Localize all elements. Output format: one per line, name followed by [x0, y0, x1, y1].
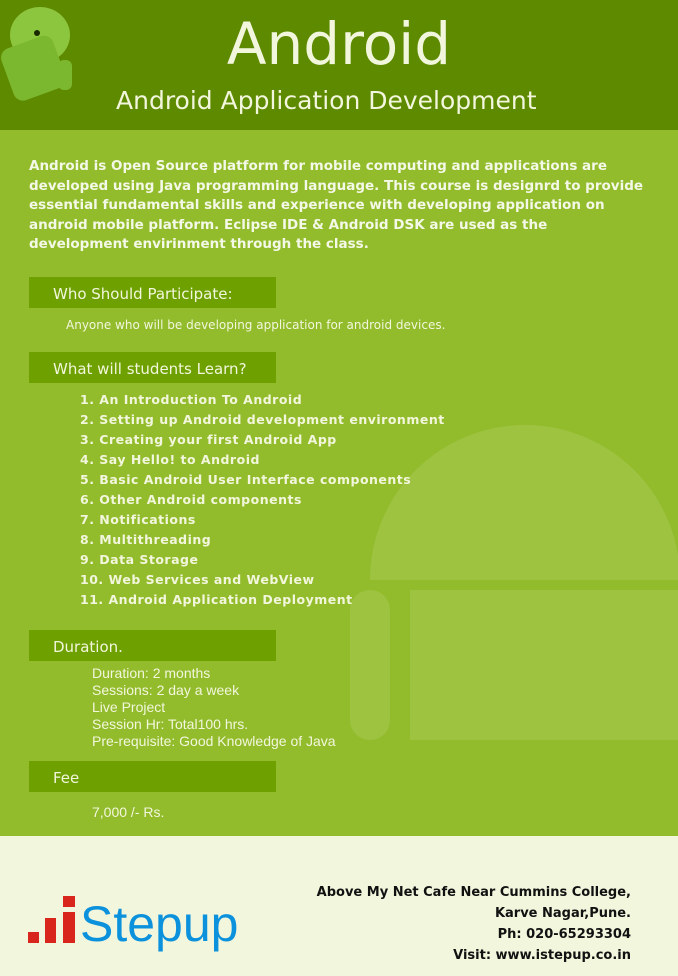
list-item: 6. Other Android components	[80, 492, 302, 507]
learn-list	[80, 392, 445, 612]
list-item: 4. Say Hello! to Android	[80, 452, 260, 467]
duration-line: Pre-requisite: Good Knowledge of Java	[92, 733, 336, 749]
participate-text: Anyone who will be developing application for android devices.	[66, 318, 446, 332]
contact-address	[317, 882, 631, 966]
header	[0, 0, 678, 130]
duration-heading: Duration.	[29, 630, 276, 661]
list-item: 2. Setting up Android development environment	[80, 412, 445, 427]
address-line: Above My Net Cafe Near Cummins College,	[316, 885, 631, 900]
list-item: 9. Data Storage	[80, 552, 199, 567]
list-item: 11. Android Application Deployment	[80, 592, 353, 607]
main-content	[0, 130, 678, 836]
participate-heading: Who Should Participate:	[29, 277, 276, 308]
duration-line: Duration: 2 months	[92, 665, 211, 681]
fee-text: 7,000 /- Rs.	[92, 804, 165, 820]
list-item: 5. Basic Android User Interface components	[80, 472, 412, 487]
footer	[0, 836, 678, 976]
list-item: 10. Web Services and WebView	[80, 572, 315, 587]
list-item: 3. Creating your first Android App	[80, 432, 337, 447]
intro-paragraph: Android is Open Source platform for mobile computing and applications are developed using Java programming language. This course is designrd to provide essential fundamental skills and experience with developing application on android mobile platform. Eclipse IDE & Android DSK are used as the development envirinment through the class.	[29, 158, 644, 252]
list-item: 7. Notifications	[80, 512, 196, 527]
website-link[interactable]: Visit: www.istepup.co.in	[453, 948, 631, 963]
duration-line: Session Hr: Total100 hrs.	[92, 716, 249, 732]
address-line: Karve Nagar,Pune.	[494, 906, 631, 921]
fee-heading: Fee	[29, 761, 276, 792]
page-subtitle: Android Application Development	[116, 86, 537, 115]
istepup-logo: Stepup	[28, 894, 288, 954]
page-title: Android	[226, 10, 452, 78]
learn-heading: What will students Learn?	[29, 352, 276, 383]
duration-details	[92, 665, 336, 750]
duration-line: Sessions: 2 day a week	[92, 682, 240, 698]
list-item: 8. Multithreading	[80, 532, 212, 547]
list-item: 1. An Introduction To Android	[80, 392, 303, 407]
duration-line: Live Project	[92, 699, 166, 715]
phone-number: Ph: 020-65293304	[497, 927, 631, 942]
